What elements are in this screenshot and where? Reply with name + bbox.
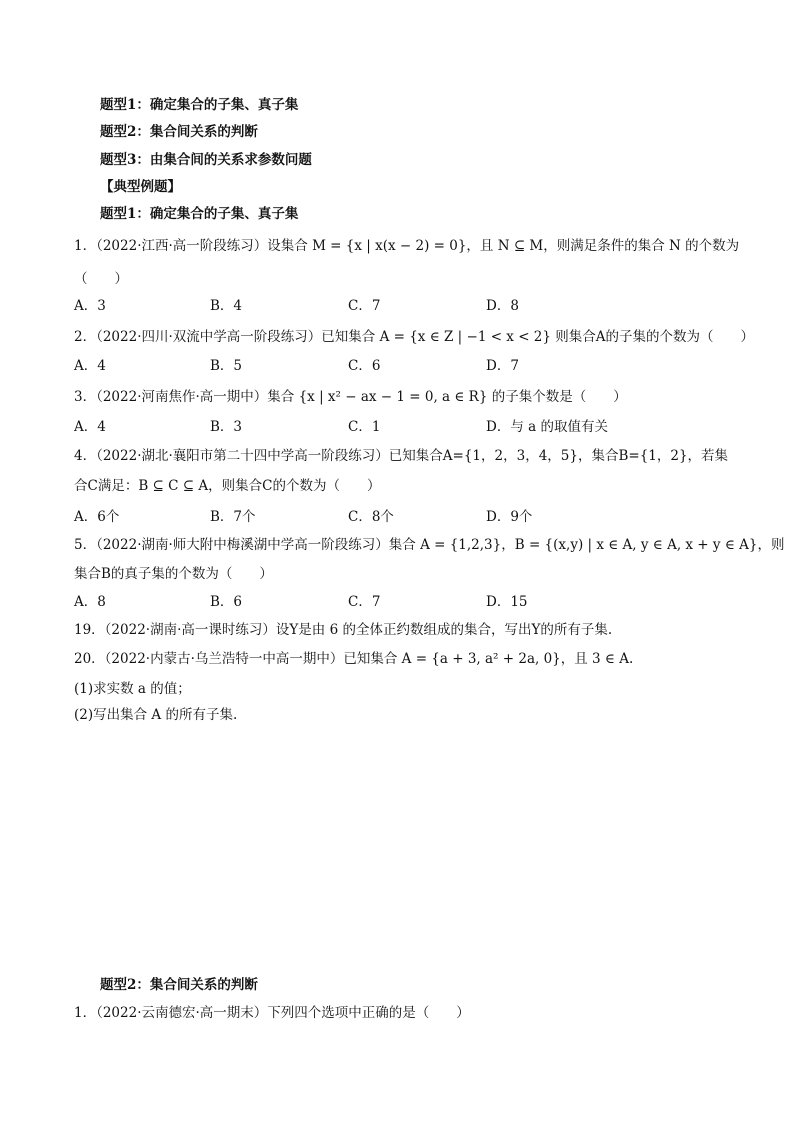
question-3-option-b: B．3: [210, 419, 243, 435]
question-1-option-b: B．4: [210, 298, 243, 314]
question-5-text-continued: 集合B的真子集的个数为（ ）: [74, 566, 273, 582]
question-2-option-b: B．5: [210, 358, 243, 374]
question-1-text: 1．（2022·江西·高一阶段练习）设集合 M = {x | x(x − 2) = 0}，且 N ⊆ M，则满足条件的集合 N 的个数为: [74, 238, 740, 254]
question-20-sub2: (2)写出集合 A 的所有子集.: [74, 707, 238, 723]
question-3-option-c: C．1: [348, 419, 381, 435]
section2-question-1-text: 1．（2022·云南德宏·高一期末）下列四个选项中正确的是（ ）: [74, 1005, 470, 1021]
question-4-option-c: C．8个: [348, 509, 394, 525]
question-5-option-d: D．15: [486, 594, 528, 610]
question-4-text: 4．（2022·湖北·襄阳市第二十四中学高一阶段练习）已知集合A={1，2，3，4，5}，集合B={1，2}，若集: [74, 448, 729, 464]
question-2-text: 2．（2022·四川·双流中学高一阶段练习）已知集合 A = {x ∈ Z | −1 < x < 2} 则集合A的子集的个数为（ ）: [74, 329, 755, 345]
question-5-option-b: B．6: [210, 594, 243, 610]
heading-type1-section: 题型1：确定集合的子集、真子集: [100, 206, 299, 222]
question-1-option-c: C．7: [348, 298, 381, 314]
question-5-option-a: A．8: [74, 594, 106, 610]
question-1-option-d: D．8: [486, 298, 519, 314]
heading-examples: 【典型例题】: [100, 179, 181, 195]
question-5-option-c: C．7: [348, 594, 381, 610]
heading-type2: 题型2：集合间关系的判断: [100, 124, 258, 140]
question-20-text: 20．（2022·内蒙古·乌兰浩特一中高一期中）已知集合 A = {a + 3, a² + 2a, 0}，且 3 ∈ A.: [74, 651, 634, 667]
question-3-text: 3．（2022·河南焦作·高一期中）集合 {x | x² − ax − 1 = 0, a ∈ R} 的子集个数是（ ）: [74, 389, 627, 405]
question-2-option-d: D．7: [486, 358, 519, 374]
heading-type3: 题型3：由集合间的关系求参数问题: [100, 152, 312, 168]
question-3-option-a: A．4: [74, 419, 106, 435]
question-1-blank: （ ）: [74, 271, 128, 287]
question-4-option-d: D．9个: [486, 509, 533, 525]
heading-type2-section: 题型2：集合间关系的判断: [100, 977, 258, 993]
question-5-text: 5．（2022·湖南·师大附中梅溪湖中学高一阶段练习）集合 A = {1,2,3}，B = {(x,y) | x ∈ A, y ∈ A, x + y ∈ A}，则: [74, 537, 785, 553]
question-4-option-b: B．7个: [210, 509, 256, 525]
question-1-option-a: A．3: [74, 298, 106, 314]
question-2-option-c: C．6: [348, 358, 381, 374]
question-20-sub1: (1)求实数 a 的值；: [74, 681, 191, 697]
heading-type1: 题型1：确定集合的子集、真子集: [100, 97, 299, 113]
question-19-text: 19．（2022·湖南·高一课时练习）设Y是由 6 的全体正约数组成的集合，写出Y的所有子集.: [74, 622, 613, 638]
question-4-option-a: A．6个: [74, 509, 120, 525]
question-4-text-continued: 合C满足：B ⊆ C ⊆ A，则集合C的个数为（ ）: [74, 478, 381, 494]
question-2-option-a: A．4: [74, 358, 106, 374]
question-3-option-d: D．与 a 的取值有关: [486, 419, 608, 435]
